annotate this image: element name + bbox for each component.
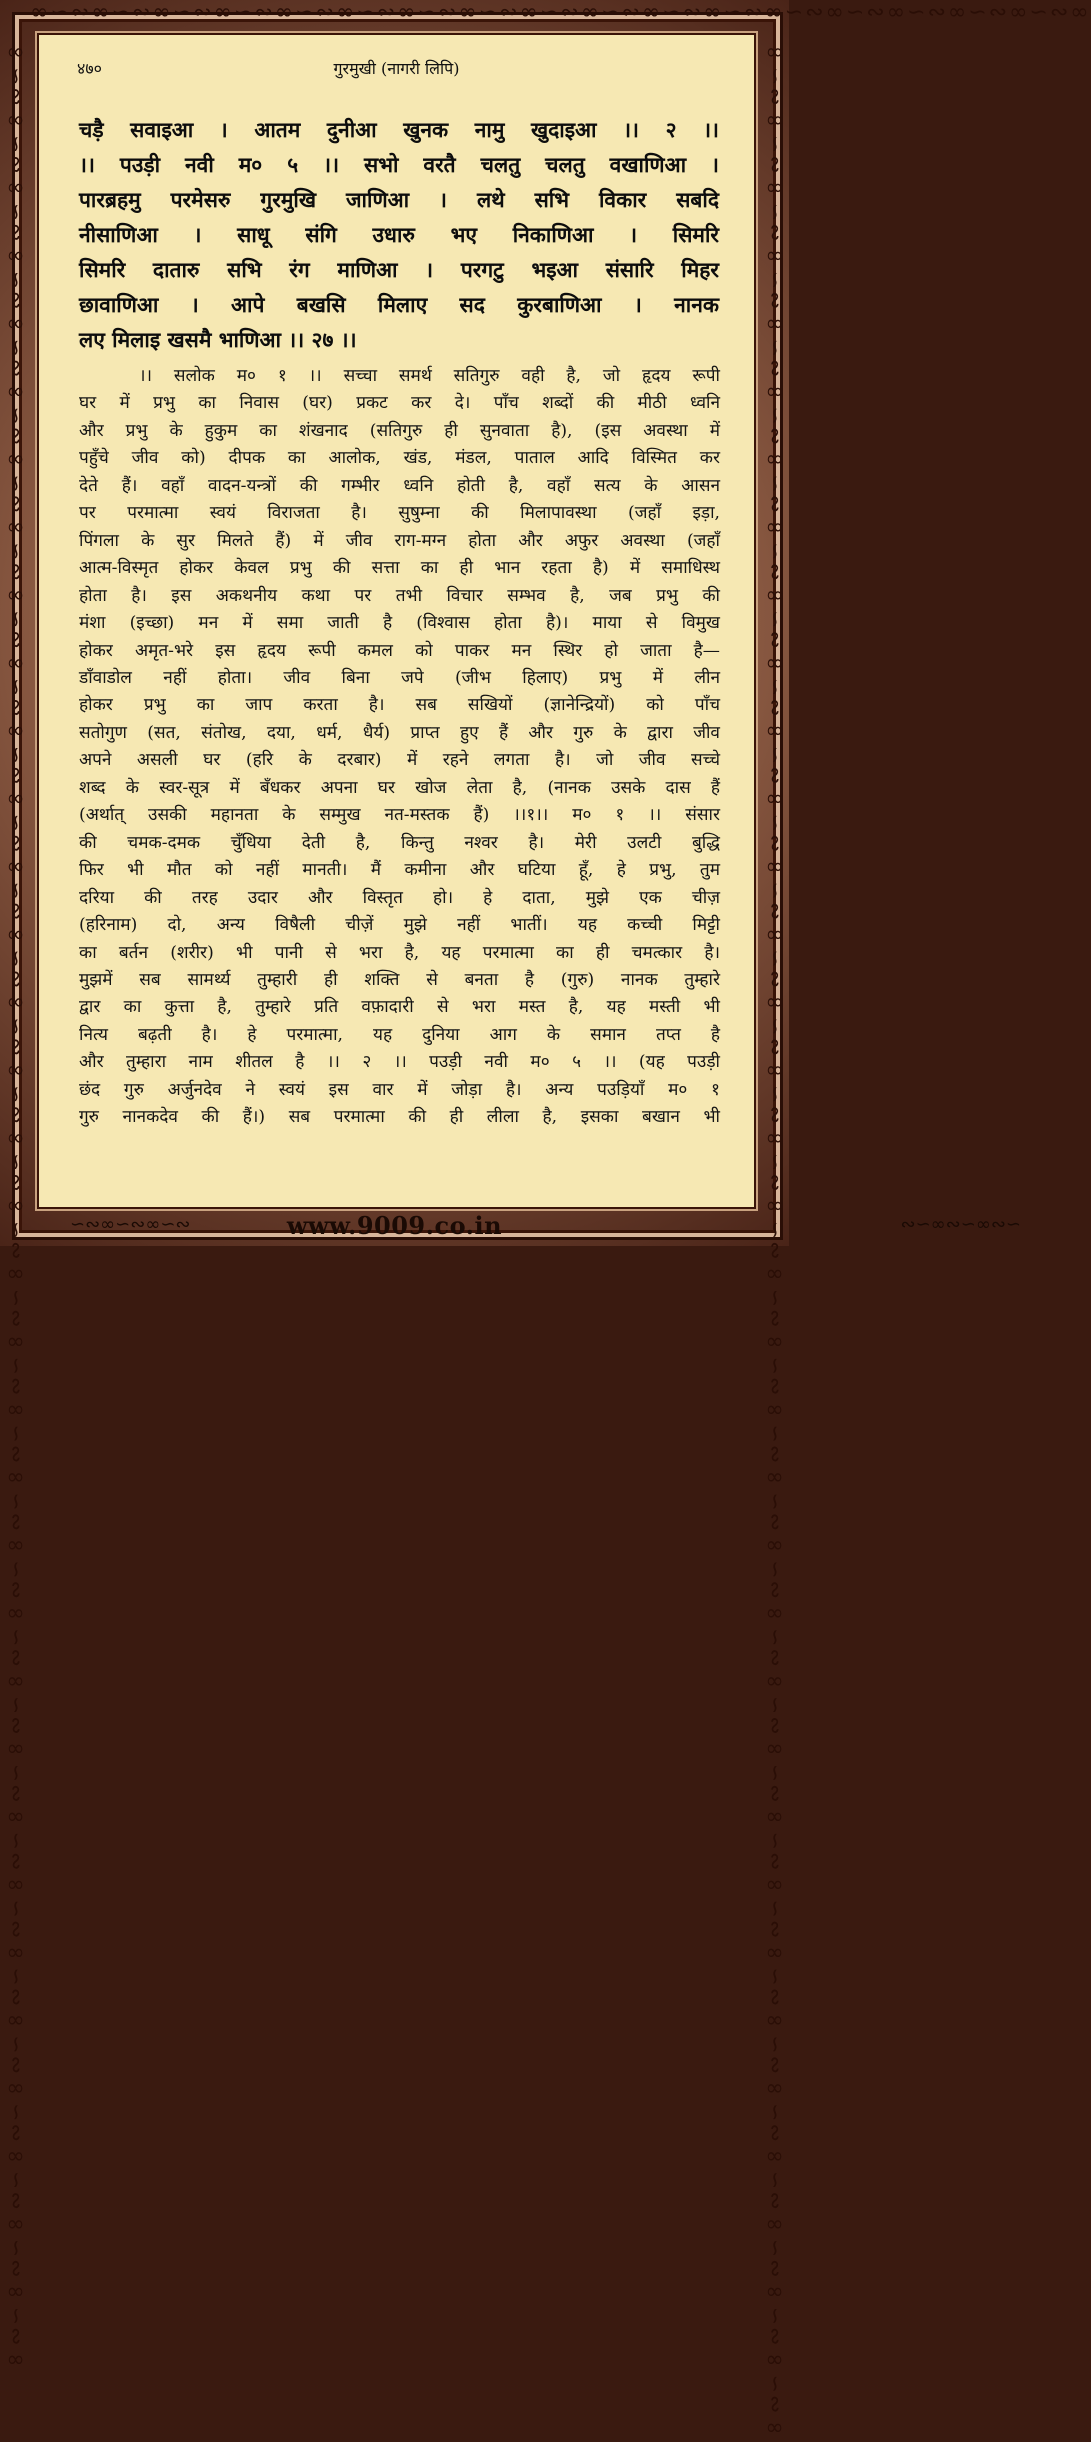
commentary-line: मंशा (इच्छा) मन में समा जाती है (विश्वास होता है)। माया से विमुख [79, 613, 720, 634]
commentary-line: होकर अमृत-भरे इस हृदय रूपी कमल को पाकर मन स्थिर हो जाता है— [79, 640, 720, 661]
page-number: ४७० [77, 59, 102, 78]
gurmukhi-verse-block [79, 113, 719, 358]
commentary-line: द्वार का कुत्ता है, तुम्हारे प्रति वफ़ादारी से भरा मस्त है, यह मस्ती भी [79, 997, 720, 1018]
commentary-line: पहुँचे जीव को) दीपक का आलोक, खंड, मंडल, पाताल आदि विस्मित कर [79, 448, 720, 469]
commentary-line: शब्द के स्वर-सूत्र में बँधकर अपना घर खोज लेता है, (नानक उसके दास हैं [79, 777, 720, 798]
footer-website-link[interactable]: www.9009.co.in [286, 1211, 503, 1240]
commentary-line: सतोगुण (सत, संतोख, दया, धर्म, धैर्य) प्राप्त हुए हैं और गुरु के द्वारा जीव [79, 722, 720, 743]
page-title: गुरमुखी (नागरी लिपि) [333, 59, 460, 78]
border-ornament-right: ∞∽∾∞∽∾∞∽∾∞∽∾∞∽∾∞∽∾∞∽∾∞∽∾∞∽∾∞∽∾∞∽∾∞∽∾∞∽∾∞∽∾∞∽∾∞∽∾∞∽∾∞∽∾∞∽∾∞∽∾∞∽∾∞∽∾∞∽∾∞∽∾∞∽∾∞∽∾∞∽∾∞∽∾∞∽∾∞∽∾∞∽∾∞∽∾∞∽∾∞∽∾∞∽∾∞ [762, 40, 787, 2442]
verse-line: सिमरि दातारु सभि रंग माणिआ । परगटु भइआ संसारि मिहर [79, 258, 719, 282]
footer-ornament-right: ∾∽∞∾∽∞∾∽ [900, 1214, 1021, 1235]
commentary-line: (अर्थात् उसकी महानता के सम्मुख नत-मस्तक हैं) ।।१।। म० १ ।। संसार [79, 805, 720, 826]
commentary-line: होता है। इस अकथनीय कथा पर तभी विचार सम्भव है, जब प्रभु की [79, 585, 720, 606]
commentary-line: और प्रभु के हुकुम का शंखनाद (सतिगुरु ही सुनवाता है), (इस अवस्था में [79, 420, 720, 441]
commentary-line: नित्य बढ़ती है। हे परमात्मा, यह दुनिया आग के समान तप्त है [79, 1024, 720, 1045]
verse-line: छावाणिआ । आपे बखसि मिलाए सद कुरबाणिआ । नानक [79, 293, 719, 317]
border-ornament-top: ∞∽∾∞∽∾∞∽∾∞∽∾∞∽∾∞∽∾∞∽∾∞∽∾∞∽∾∞∽∾∞∽∾∞∽∾∞∽∾∞∽∾∞∽∾∞∽∾∞∽∾∞ [30, 0, 1091, 25]
verse-line: पारब्रहमु परमेसरु गुरमुखि जाणिआ । लथे सभि विकार सबदि [79, 188, 719, 212]
footer-ornament-left: ∽∾∞∽∾∞∽∾ [70, 1214, 191, 1235]
commentary-line: अपने असली घर (हरि के दरबार) में रहने लगता है। जो जीव सच्चे [79, 750, 720, 771]
commentary-line: देते हैं। वहाँ वादन-यन्त्रों की गम्भीर ध्वनि होती है, वहाँ सत्य के आसन [79, 475, 720, 496]
commentary-line: फिर भी मौत को नहीं मानती। मैं कमीना और घटिया हूँ, हे प्रभु, तुम [79, 860, 720, 881]
commentary-line: मुझमें सब सामर्थ्य तुम्हारी ही शक्ति से बनता है (गुरु) नानक तुम्हारे [79, 969, 720, 990]
commentary-line: और तुम्हारा नाम शीतल है ।। २ ।। पउड़ी नवी म० ५ ।। (यह पउड़ी [79, 1052, 720, 1073]
page-paper [37, 33, 756, 1209]
commentary-line: की चमक-दमक चुँधिया देती है, किन्तु नश्वर है। मेरी उलटी बुद्धि [79, 832, 720, 853]
commentary-line: (हरिनाम) दो, अन्य विषैली चीज़ें मुझे नहीं भातीं। यह कच्ची मिट्टी [79, 915, 720, 936]
commentary-line: ।। सलोक म० १ ।। सच्चा समर्थ सतिगुरु वही है, जो हृदय रूपी [139, 366, 720, 386]
commentary-line: पिंगला के सुर मिलते हैं) में जीव राग-मग्न होता और अफुर अवस्था (जहाँ [79, 530, 720, 551]
commentary-line: पर परमात्मा स्वयं विराजता है। सुषुम्ना की मिलापावस्था (जहाँ इड़ा, [79, 503, 720, 524]
page-header [39, 57, 754, 81]
verse-line: नीसाणिआ । साधू संगि उधारु भए निकाणिआ । सिमरि [79, 223, 719, 247]
verse-line: लए मिलाइ खसमै भाणिआ ।। २७ ।। [79, 328, 357, 352]
border-ornament-left: ∞∽∾∞∽∾∞∽∾∞∽∾∞∽∾∞∽∾∞∽∾∞∽∾∞∽∾∞∽∾∞∽∾∞∽∾∞∽∾∞∽∾∞∽∾∞∽∾∞∽∾∞∽∾∞∽∾∞∽∾∞∽∾∞∽∾∞∽∾∞∽∾∞∽∾∞∽∾∞∽∾∞∽∾∞∽∾∞∽∾∞∽∾∞∽∾∞∽∾∞∽∾∞ [3, 40, 28, 2375]
commentary-line: छंद गुरु अर्जुनदेव ने स्वयं इस वार में जोड़ा है। अन्य पउड़ियाँ म० १ [79, 1079, 720, 1100]
commentary-line: गुरु नानकदेव की हैं।) सब परमात्मा की ही लीला है, इसका बखान भी [79, 1107, 720, 1128]
hindi-commentary [79, 363, 720, 1132]
commentary-line: होकर प्रभु का जाप करता है। सब सखियों (ज्ञानेन्द्रियों) को पाँच [79, 695, 720, 716]
commentary-line: आत्म-विस्मृत होकर केवल प्रभु की सत्ता का ही भान रहता है) में समाधिस्थ [79, 558, 720, 579]
commentary-line: दरिया की तरह उदार और विस्तृत हो। हे दाता, मुझे एक चीज़ [79, 887, 720, 908]
verse-line: ।। पउड़ी नवी म० ५ ।। सभो वरतै चलतु चलतु वखाणिआ । [79, 153, 719, 177]
commentary-line: घर में प्रभु का निवास (घर) प्रकट कर दे। पाँच शब्दों की मीठी ध्वनि [79, 393, 720, 414]
verse-line: चड़ै सवाइआ । आतम दुनीआ खुनक नामु खुदाइआ ।। २ ।। [79, 118, 719, 142]
commentary-line: का बर्तन (शरीर) भी पानी से भरा है, यह परमात्मा का ही चमत्कार है। [79, 942, 720, 963]
commentary-line: डाँवाडोल नहीं होता। जीव बिना जपे (जीभ हिलाए) प्रभु में लीन [79, 667, 720, 688]
